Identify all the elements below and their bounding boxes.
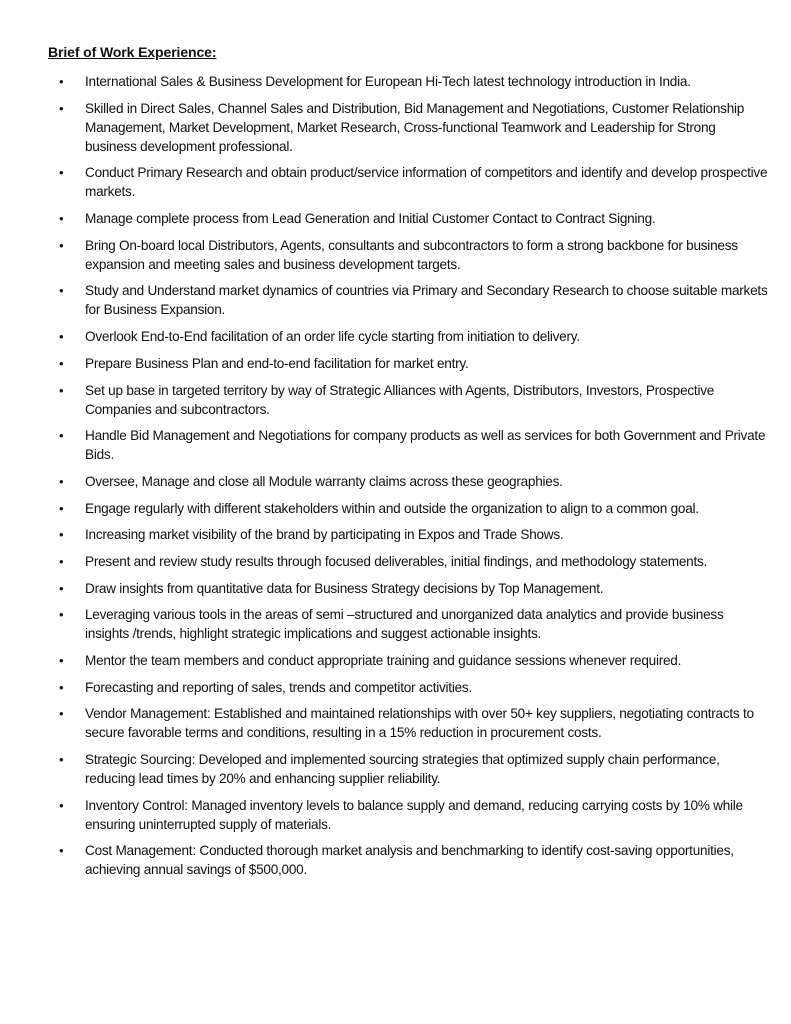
- list-item: [48, 796, 768, 834]
- bullet-icon: •: [59, 211, 64, 227]
- list-item: [48, 552, 768, 571]
- list-item: [48, 499, 768, 518]
- bullet-icon: •: [59, 752, 64, 768]
- list-item-text: Draw insights from quantitative data for Business Strategy decisions by Top Management.: [85, 580, 604, 596]
- list-item: [48, 163, 768, 201]
- list-item-text: Forecasting and reporting of sales, trends and competitor activities.: [85, 679, 472, 695]
- work-experience-list: [48, 72, 768, 887]
- list-item: [48, 525, 768, 544]
- list-item-text: Prepare Business Plan and end-to-end facilitation for market entry.: [85, 355, 469, 371]
- list-item-text: Skilled in Direct Sales, Channel Sales and Distribution, Bid Management and Negotiations, Customer Relationship Management, Market Development, Market Research, Cross-functional Teamwork and Leadership for Strong business development professional.: [85, 100, 745, 154]
- list-item-text: Cost Management: Conducted thorough market analysis and benchmarking to identify cost-saving opportunities, achieving annual savings of $500,000.: [85, 843, 734, 878]
- bullet-icon: •: [59, 237, 64, 253]
- list-item: [48, 236, 768, 274]
- list-item: [48, 354, 768, 373]
- list-item-text: Bring On-board local Distributors, Agents, consultants and subcontractors to form a strong backbone for business expansion and meeting sales and business development targets.: [85, 237, 738, 272]
- list-item: [48, 605, 768, 643]
- list-item-text: Engage regularly with different stakeholders within and outside the organization to align to a common goal.: [85, 500, 699, 516]
- bullet-icon: •: [59, 797, 64, 813]
- list-item: [48, 472, 768, 491]
- list-item-text: Inventory Control: Managed inventory levels to balance supply and demand, reducing carrying costs by 10% while ensuring uninterrupted supply of materials.: [85, 797, 743, 832]
- list-item-text: Vendor Management: Established and maintained relationships with over 50+ key suppliers, negotiating contracts to secure favorable terms and conditions, resulting in a 15% reduction in procurement costs.: [85, 706, 754, 741]
- bullet-icon: •: [59, 355, 64, 371]
- bullet-icon: •: [59, 553, 64, 569]
- list-item-text: Study and Understand market dynamics of countries via Primary and Secondary Research to choose suitable markets for Business Expansion.: [85, 283, 768, 318]
- bullet-icon: •: [59, 473, 64, 489]
- bullet-icon: •: [59, 74, 64, 89]
- list-item-text: Conduct Primary Research and obtain product/service information of competitors and identify and develop prospective markets.: [85, 165, 768, 200]
- list-item: [48, 99, 768, 156]
- bullet-icon: •: [59, 580, 64, 596]
- list-item-text: Leveraging various tools in the areas of semi –structured and unorganized data analytics and provide business insights /trends, highlight strategic implications and suggest actionable insights.: [85, 607, 724, 642]
- list-item-text: Handle Bid Management and Negotiations for company products as well as services for both Government and Private Bids.: [85, 428, 766, 463]
- list-item-text: Oversee, Manage and close all Module warranty claims across these geographies.: [85, 473, 563, 489]
- list-item: [48, 281, 768, 319]
- bullet-icon: •: [59, 382, 64, 398]
- bullet-icon: •: [59, 165, 64, 181]
- list-item: [48, 209, 768, 228]
- bullet-icon: •: [59, 428, 64, 444]
- list-item-text: Mentor the team members and conduct appropriate training and guidance sessions whenever required.: [85, 653, 682, 668]
- bullet-icon: •: [59, 283, 64, 299]
- bullet-icon: •: [59, 706, 64, 722]
- list-item-text: Manage complete process from Lead Generation and Initial Customer Contact to Contract Signing.: [85, 211, 656, 227]
- bullet-icon: •: [59, 679, 64, 695]
- bullet-icon: •: [59, 329, 64, 345]
- list-item-text: Strategic Sourcing: Developed and implemented sourcing strategies that optimized supply chain performance, reducing lead times by 20% and enhancing supplier reliability.: [85, 752, 720, 787]
- bullet-icon: •: [59, 607, 64, 623]
- list-item: [48, 579, 768, 598]
- list-item: [48, 704, 768, 742]
- list-item: [48, 381, 768, 419]
- list-item: [48, 678, 768, 697]
- list-item: [48, 426, 768, 464]
- bullet-icon: •: [59, 653, 64, 668]
- section-heading: Brief of Work Experience:: [48, 44, 217, 60]
- list-item: [48, 841, 768, 879]
- bullet-icon: •: [59, 527, 64, 543]
- list-item-text: Increasing market visibility of the brand by participating in Expos and Trade Shows.: [85, 527, 564, 543]
- bullet-icon: •: [59, 500, 64, 516]
- bullet-icon: •: [59, 100, 64, 116]
- list-item: [48, 750, 768, 788]
- list-item: [48, 327, 768, 346]
- list-item: [48, 651, 768, 670]
- list-item-text: Present and review study results through focused deliverables, initial findings, and methodology statements.: [85, 553, 708, 569]
- list-item-text: International Sales & Business Development for European Hi-Tech latest technology introduction in India.: [85, 74, 691, 89]
- list-item-text: Overlook End-to-End facilitation of an order life cycle starting from initiation to delivery.: [85, 329, 580, 345]
- list-item: [48, 72, 768, 91]
- list-item-text: Set up base in targeted territory by way of Strategic Alliances with Agents, Distributors, Investors, Prospective Companies and subcontractors.: [85, 382, 715, 417]
- bullet-icon: •: [59, 843, 64, 859]
